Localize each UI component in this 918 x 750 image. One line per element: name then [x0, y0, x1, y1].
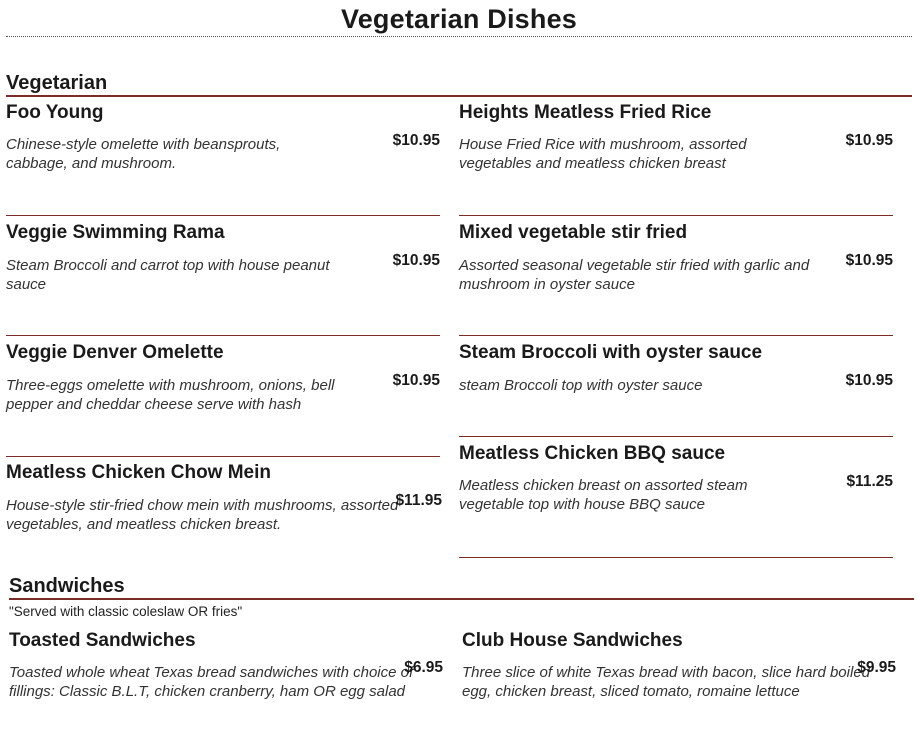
section-divider-sandwiches [9, 598, 914, 600]
item-description: Three slice of white Texas bread with bacon, slice hard boiled egg, chicken breast, sliced tomato, romaine lettuce [462, 664, 871, 700]
item-divider [6, 215, 440, 216]
item-description: House Fried Rice with mushroom, assorted vegetables and meatless chicken breast [459, 136, 747, 172]
item-description: Meatless chicken breast on assorted steam vegetable top with house BBQ sauce [459, 477, 748, 513]
item-name: Mixed vegetable stir fried [459, 222, 688, 243]
item-name: Veggie Swimming Rama [6, 222, 225, 243]
item-price: $10.95 [392, 252, 440, 269]
section-divider-vegetarian [6, 95, 912, 97]
item-description: steam Broccoli top with oyster sauce [459, 377, 703, 394]
item-name: Steam Broccoli with oyster sauce [459, 342, 763, 363]
item-divider [6, 456, 440, 457]
item-price: $10.95 [845, 372, 893, 389]
item-name: Club House Sandwiches [462, 630, 683, 651]
title-divider [6, 36, 912, 37]
item-divider [459, 557, 893, 558]
item-price: $11.25 [846, 473, 893, 490]
item-description: Toasted whole wheat Texas bread sandwiches with choice of fillings: Classic B.L.T, chicken cranberry, ham OR egg salad [9, 664, 414, 700]
item-price: $6.95 [404, 659, 443, 676]
item-price: $10.95 [845, 132, 893, 149]
item-name: Heights Meatless Fried Rice [459, 102, 712, 123]
item-description: House-style stir-fried chow mein with mushrooms, assorted vegetables, and meatless chicken breast. [6, 497, 399, 533]
item-price: $10.95 [845, 252, 893, 269]
section-heading-vegetarian: Vegetarian [6, 72, 108, 94]
item-name: Foo Young [6, 102, 104, 123]
item-description: Steam Broccoli and carrot top with house peanut sauce [6, 257, 330, 293]
item-price: $10.95 [392, 132, 440, 149]
item-description: Three-eggs omelette with mushroom, onions, bell pepper and cheddar cheese serve with hash [6, 377, 335, 413]
item-name: Meatless Chicken BBQ sauce [459, 443, 726, 464]
sandwiches-note: "Served with classic coleslaw OR fries" [9, 604, 243, 619]
item-description: Chinese-style omelette with beansprouts, cabbage, and mushroom. [6, 136, 281, 172]
item-name: Veggie Denver Omelette [6, 342, 224, 363]
item-price: $11.95 [395, 492, 442, 509]
page-title: Vegetarian Dishes [340, 4, 577, 34]
item-divider [6, 335, 440, 336]
item-description: Assorted seasonal vegetable stir fried with garlic and mushroom in oyster sauce [459, 257, 810, 293]
item-name: Toasted Sandwiches [9, 630, 196, 651]
section-heading-sandwiches: Sandwiches [9, 575, 125, 597]
item-name: Meatless Chicken Chow Mein [6, 462, 272, 483]
item-divider [459, 335, 893, 336]
item-divider [459, 215, 893, 216]
item-price: $9.95 [857, 659, 896, 676]
item-price: $10.95 [392, 372, 440, 389]
item-divider [459, 436, 893, 437]
